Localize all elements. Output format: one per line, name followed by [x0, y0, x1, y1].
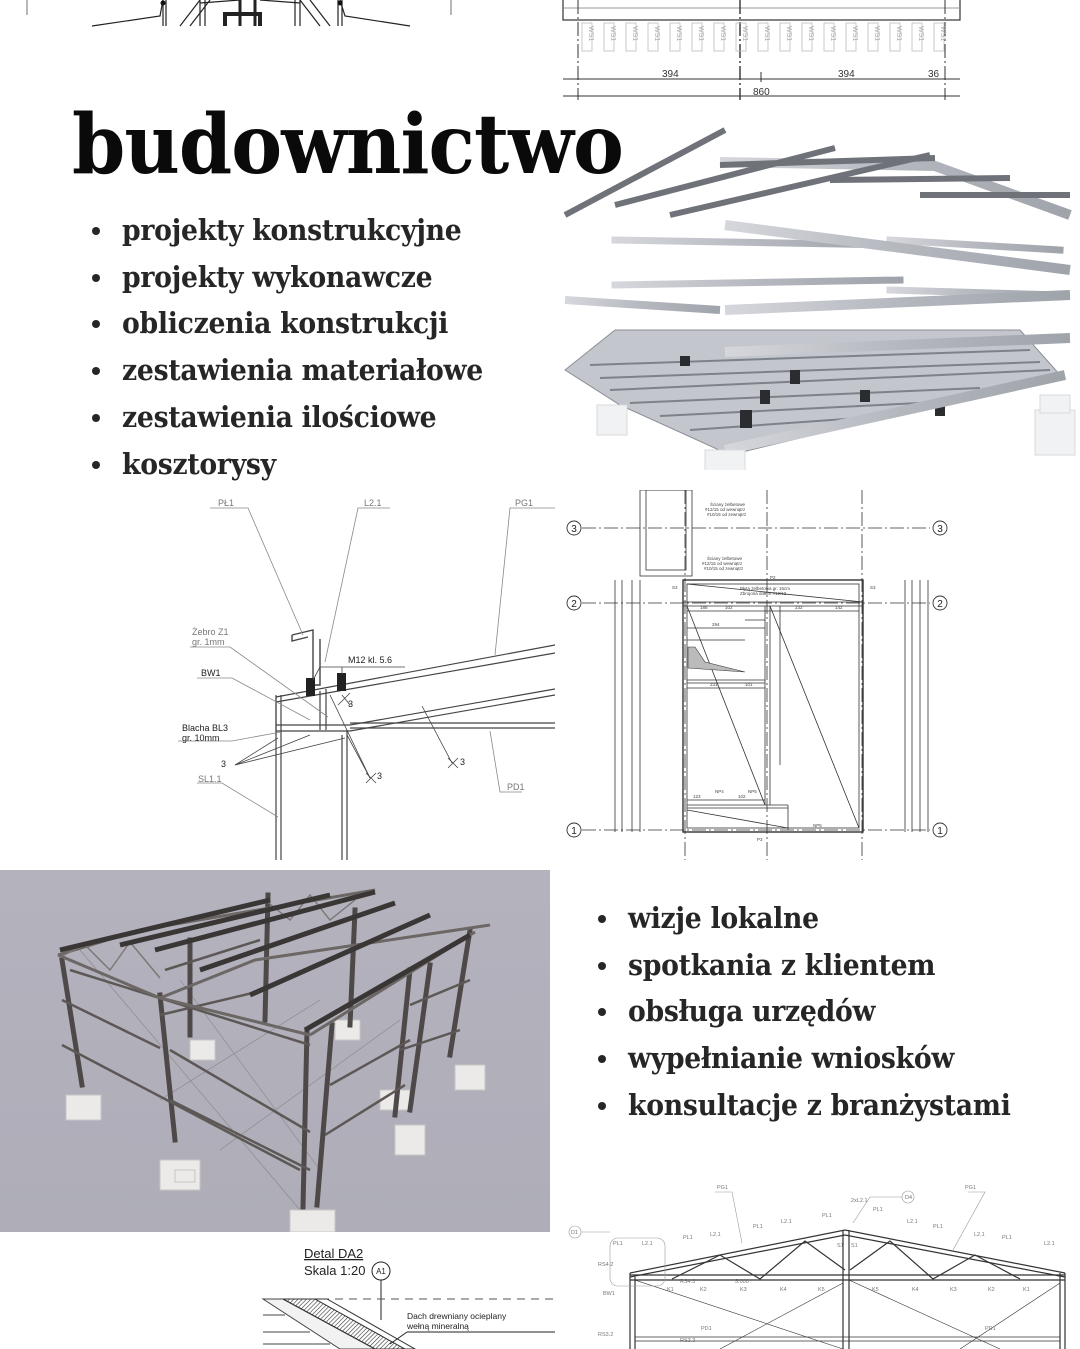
render-steel-hall — [0, 870, 550, 1232]
label-k2: K2 — [988, 1287, 995, 1293]
list-item: projekty konstrukcyjne — [92, 207, 514, 254]
ws1-tag: WS1 — [939, 26, 946, 42]
dim: 102 — [738, 794, 746, 799]
label-plate: Blacha BL3 — [182, 723, 229, 733]
mark-s3: S3 — [672, 585, 678, 590]
detail-note-line1: Dach drewniany ocieplany — [407, 1311, 507, 1321]
dimension-394-right: 394 — [838, 69, 855, 80]
dimension-860: 860 — [753, 87, 770, 98]
axis-3-right: 3 — [937, 524, 943, 535]
label: RS3.3 — [680, 1338, 696, 1344]
axis-1-right: 1 — [937, 826, 943, 837]
label-pd1: PD1 — [507, 782, 525, 792]
label: RS4.2 — [598, 1262, 614, 1268]
label-bolt: M12 kl. 5.6 — [348, 655, 393, 665]
ws1-tag: WS1 — [851, 26, 858, 42]
label: L2.1 — [974, 1232, 985, 1238]
drawing-elevation-dimensions — [560, 0, 980, 105]
label: L2.1 — [710, 1232, 721, 1238]
list-item: obsługa urzędów — [598, 988, 1044, 1035]
dim: 232 — [795, 605, 803, 610]
label: PL1 — [1002, 1235, 1012, 1241]
label: BW1 — [603, 1291, 615, 1297]
ws1-tag: WS1 — [763, 26, 770, 42]
label-elevation: 5.000 — [735, 1279, 749, 1285]
label: RS3.2 — [598, 1332, 614, 1338]
ws1-tag: WS1 — [697, 26, 704, 42]
label: PL1 — [753, 1224, 763, 1230]
ws1-tag: WS1 — [675, 26, 682, 42]
ws1-tag: WS1 — [587, 26, 594, 42]
label: PL1 — [613, 1241, 623, 1247]
axis-3-left: 3 — [571, 524, 577, 535]
label-pd1: PD1 — [985, 1326, 996, 1332]
label-k1: K1 — [667, 1287, 674, 1293]
list-item: kosztorysy — [92, 441, 514, 488]
mark-np5: NP5 — [813, 823, 822, 828]
label: L2.1 — [907, 1219, 918, 1225]
note-walls: Ściany żelbetowe — [710, 502, 746, 507]
drawing-floor-plan — [560, 490, 960, 860]
label-pd1: PD1 — [701, 1326, 712, 1332]
dim: 294 — [712, 622, 720, 627]
label: PL1 — [822, 1213, 832, 1219]
mark-p2: P2 — [770, 575, 776, 580]
dim: 231 — [710, 682, 718, 687]
note-slab: Płyta żelbetowa gr. 15cm — [740, 586, 791, 591]
label-bw1: BW1 — [201, 668, 221, 678]
list-item: wypełnianie wniosków — [598, 1035, 1044, 1082]
label: L2.1 — [781, 1219, 792, 1225]
label: L2.1 — [1044, 1241, 1055, 1247]
label: D1 — [571, 1230, 579, 1236]
axis-1-left: 1 — [571, 826, 577, 837]
note-walls: Ściany żelbetowe — [707, 556, 743, 561]
label-s1: S1 — [851, 1243, 858, 1249]
label: PL1 — [683, 1235, 693, 1241]
detail-title: Detal DA2 — [304, 1246, 364, 1261]
label-sl11: SL1.1 — [198, 774, 222, 784]
ws1-tag: WS1 — [719, 26, 726, 42]
ws1-tag: WS1 — [653, 26, 660, 42]
label: PL1 — [933, 1224, 943, 1230]
ws1-tag: WS1 — [895, 26, 902, 42]
label-pl1: PŁ1 — [218, 498, 235, 508]
list-item: konsultacje z branżystami — [598, 1082, 1044, 1129]
ws1-tag: WS1 — [829, 26, 836, 42]
mark-np5: NP5 — [748, 789, 757, 794]
drawing-connection-detail — [170, 495, 555, 860]
label: PG1 — [717, 1185, 729, 1191]
note-walls-outer: #10/15 od zewnątrz — [707, 512, 747, 517]
label-plate-thickness: gr. 10mm — [182, 733, 220, 743]
label: L2.1 — [642, 1241, 653, 1247]
label-zebro-thickness: gr. 1mm — [192, 637, 225, 647]
note-walls-outer: #10/15 od zewnątrz — [704, 566, 744, 571]
services-list-secondary — [598, 895, 1044, 1129]
label-k4: K4 — [912, 1287, 919, 1293]
services-list-primary — [92, 207, 514, 487]
list-item: spotkania z klientem — [598, 942, 1044, 989]
ws1-tag: WS1 — [631, 26, 638, 42]
dimension-36: 36 — [928, 69, 940, 80]
label-l21: L2.1 — [364, 498, 382, 508]
mark-s3: S3 — [870, 585, 876, 590]
page-title: budownictwo — [72, 97, 623, 193]
label-weld: 3 — [460, 757, 466, 767]
label-k5: K5 — [872, 1287, 879, 1293]
dim: 123 — [693, 794, 701, 799]
ws1-tag: WS1 — [807, 26, 814, 42]
list-item: zestawienia ilościowe — [92, 394, 514, 441]
drawing-truss-elevation — [560, 1175, 1080, 1349]
label-weld: 3 — [377, 771, 383, 781]
note-walls-inner: #12/15 od wewnątrz — [702, 561, 743, 566]
label-k3: K3 — [950, 1287, 957, 1293]
label-k1: K1 — [1023, 1287, 1030, 1293]
label-k2: K2 — [700, 1287, 707, 1293]
label-k5: K5 — [818, 1287, 825, 1293]
label-k4: K4 — [780, 1287, 787, 1293]
label-s1: S1 — [837, 1243, 844, 1249]
label-pg1: PG1 — [515, 498, 534, 508]
ws1-tag: WS1 — [785, 26, 792, 42]
ws1-tag: WS1 — [741, 26, 748, 42]
label: PG1 — [965, 1185, 977, 1191]
mark-np4: NP4 — [715, 789, 724, 794]
ws1-tag: WS1 — [609, 26, 616, 42]
note-slab-rebar: Zbrojona dołem #12/12 — [740, 591, 787, 596]
drawing-detail-da2 — [255, 1240, 555, 1349]
label-zebro: Żebro Z1 — [192, 627, 229, 637]
note-walls-inner: #12/15 od wewnątrz — [705, 507, 746, 512]
ws1-tag: WS1 — [917, 26, 924, 42]
dimension-394-left: 394 — [662, 69, 679, 80]
detail-ref-a1: A1 — [376, 1267, 386, 1276]
mark-p3: P3 — [757, 837, 763, 842]
axis-2-right: 2 — [937, 599, 943, 610]
list-item: zestawienia materiałowe — [92, 347, 514, 394]
drawing-truss-section-top — [0, 0, 560, 30]
label-weld: 3 — [348, 699, 354, 709]
axis-2-left: 2 — [571, 599, 577, 610]
dim: 101 — [745, 682, 753, 687]
label-weld: 3 — [221, 759, 227, 769]
list-item: wizje lokalne — [598, 895, 1044, 942]
label: 2xL2.1 — [851, 1198, 868, 1204]
dim: 142 — [835, 605, 843, 610]
render-steel-frame-light — [560, 120, 1080, 470]
dim: 188 — [700, 605, 708, 610]
ws1-tag: WS1 — [873, 26, 880, 42]
list-item: projekty wykonawcze — [92, 254, 514, 301]
detail-note-line2: wełną mineralną — [407, 1321, 469, 1331]
label-k3: K3 — [740, 1287, 747, 1293]
label: PL1 — [873, 1207, 883, 1213]
label: D4 — [905, 1195, 913, 1201]
list-item: obliczenia konstrukcji — [92, 300, 514, 347]
detail-scale: Skala 1:20 — [304, 1263, 366, 1278]
label: RS4.3 — [680, 1279, 696, 1285]
dim: 102 — [725, 605, 733, 610]
